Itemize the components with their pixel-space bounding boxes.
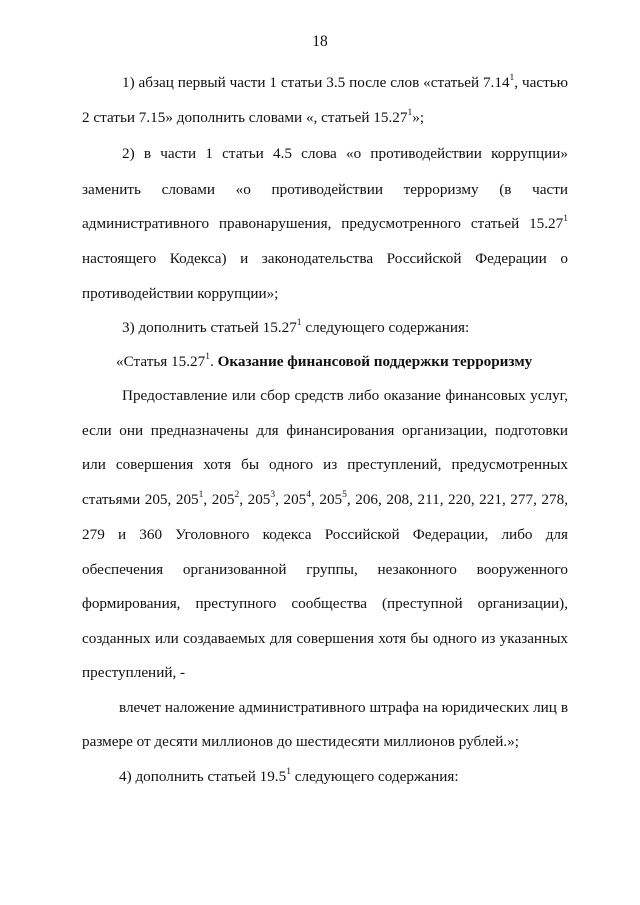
item-1-line-1: 1) абзац первый части 1 статьи 3.5 после слов «статьей 7.14$^1$, частью — [122, 72, 568, 91]
page-number: 18 — [312, 33, 328, 50]
item-2-line-2: заменить словами «о противодействии терроризму (в части — [82, 181, 568, 198]
body-line-4: статьями 205, $205^1$, $205^2$, $205^3$, $205^4$, $205^5$, 206, 208, 211, 220, 221, 277, 278, — [82, 489, 569, 508]
body-line-3: или совершения хотя бы одного из преступлений, предусмотренных — [82, 456, 568, 473]
item-2-line-3: административного правонарушения, предусмотренного статьей 15.27$^1$ — [82, 213, 568, 232]
item-1-line-2: 2 статьи 7.15» дополнить словами «, статьей 15.27$^1$»; — [82, 107, 425, 126]
item-3-line-1: 3) дополнить статьей 15.27$^1$ следующего содержания: — [122, 317, 470, 336]
body-line-5: 279 и 360 Уголовного кодекса Российской Федерации, либо для — [82, 526, 568, 543]
item-2-line-5: противодействии коррупции»; — [82, 285, 279, 302]
sanction-line-1: влечет наложение административного штрафа на юридических лиц в — [119, 699, 568, 716]
item-4-line-1: 4) дополнить статьей 19.5$^1$ следующего содержания: — [119, 766, 459, 785]
item-2-line-1: 2) в части 1 статьи 4.5 слова «о противодействии коррупции» — [122, 145, 568, 162]
body-line-6: обеспечения организованной группы, незаконного вооруженного — [82, 561, 568, 578]
body-line-1: Предоставление или сбор средств либо оказание финансовых услуг, — [122, 387, 568, 404]
article-heading: «Статья 15.27$^1$. Оказание финансовой поддержки терроризму — [116, 351, 533, 370]
sanction-line-2: размере от десяти миллионов до шестидесяти миллионов рублей.»; — [82, 733, 519, 750]
body-line-2: если они предназначены для финансирования организации, подготовки — [82, 422, 568, 439]
body-line-9: преступлений, - — [82, 664, 186, 681]
item-2-line-4: настоящего Кодекса) и законодательства Российской Федерации о — [82, 250, 568, 267]
article-title: Оказание финансовой поддержки терроризму — [217, 353, 533, 370]
body-line-8: созданных или создаваемых для совершения хотя бы одного из указанных — [82, 630, 568, 647]
body-line-7: формирования, преступного сообщества (преступной организации), — [82, 595, 568, 612]
